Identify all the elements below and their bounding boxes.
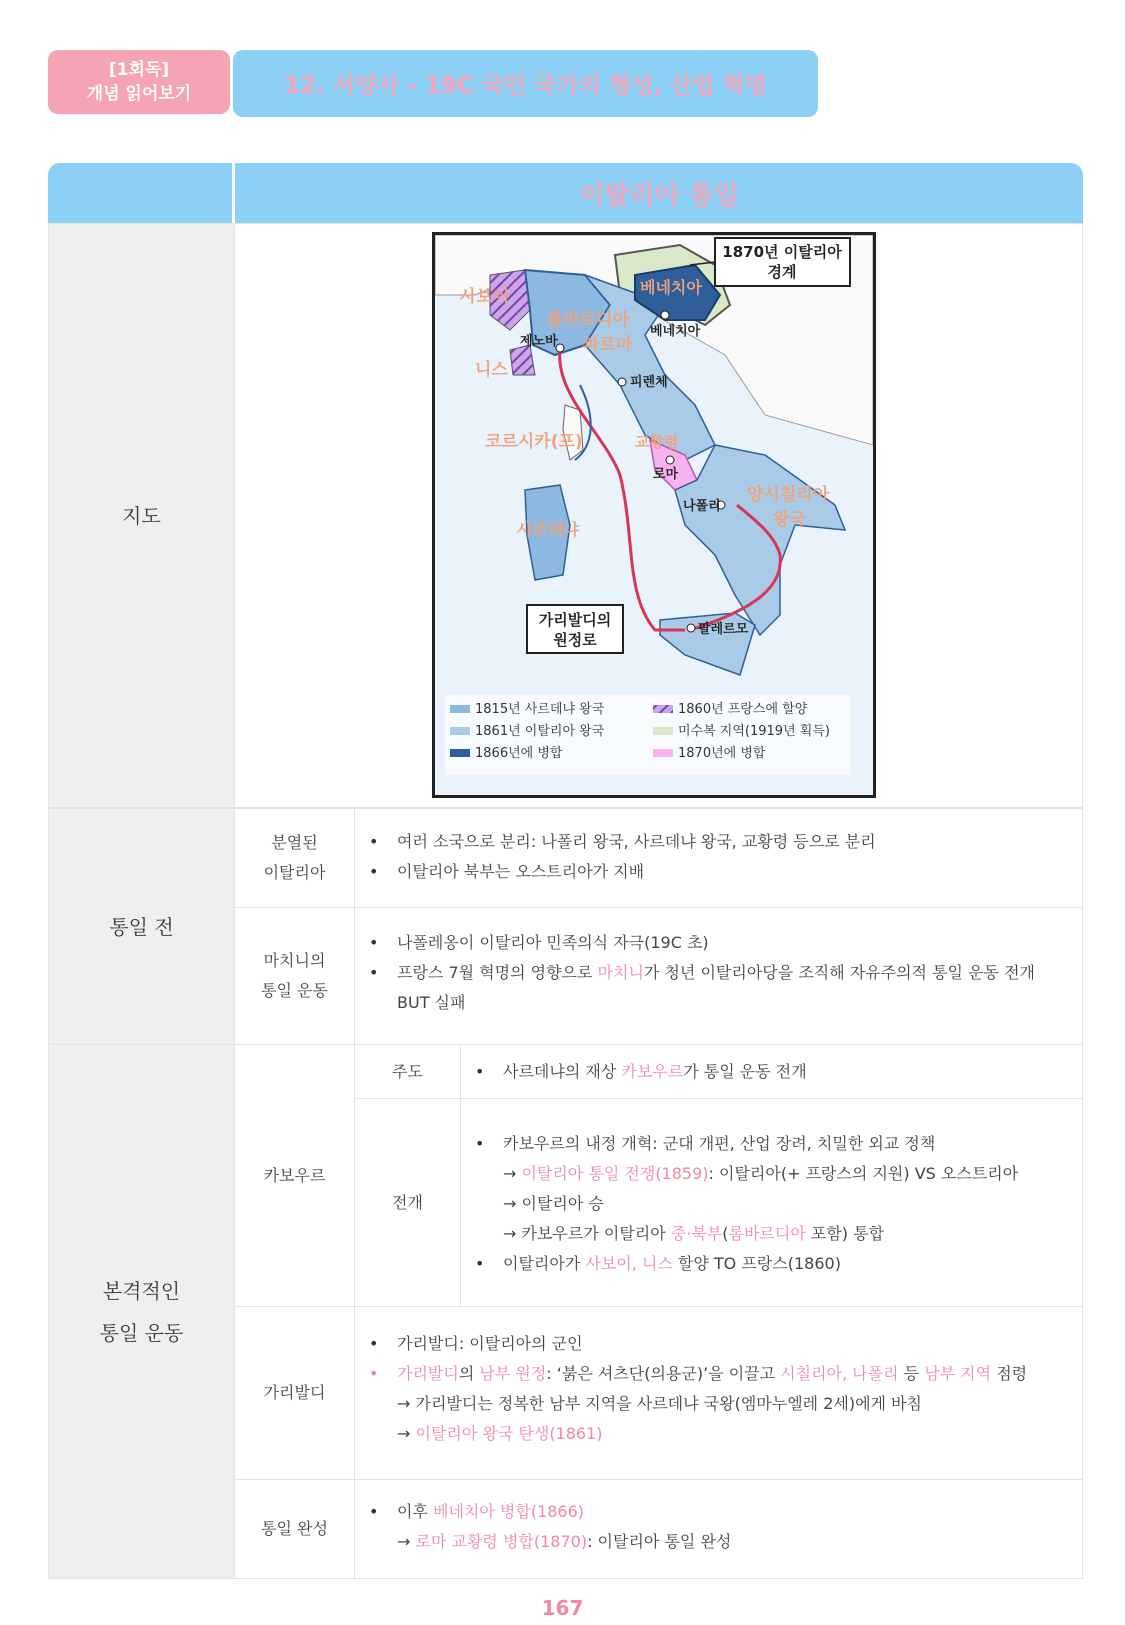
cavour-lead-label-text: 주도 bbox=[392, 1061, 423, 1081]
label-rome: 로마 bbox=[653, 467, 679, 482]
badge-line1: [1회독] bbox=[108, 60, 170, 80]
label-sardinia: 사르데냐 bbox=[517, 520, 579, 539]
cavour-lead-content bbox=[460, 1044, 1083, 1099]
legend-swatch-5 bbox=[450, 749, 470, 757]
table-header-corner bbox=[48, 163, 232, 223]
complete-label bbox=[234, 1479, 355, 1579]
full-label-2: 통일 운동 bbox=[99, 1320, 184, 1345]
page-number: 167 bbox=[541, 1596, 584, 1620]
cavour-d5-a: 이탈리아가 bbox=[503, 1254, 586, 1273]
florence-dot bbox=[618, 378, 626, 386]
cavour-lead-a: 사르데냐의 재상 bbox=[503, 1062, 622, 1081]
rome-dot bbox=[666, 456, 674, 464]
label-genoa: 제노바 bbox=[520, 334, 558, 349]
cavour-dev-bullet-1 bbox=[461, 1129, 1082, 1249]
chapter-title: 12. 서양사 - 19C 국민 국가의 형성, 산업 혁명 bbox=[233, 50, 818, 117]
review-badge bbox=[48, 50, 230, 114]
label-nice: 니스 bbox=[475, 360, 508, 380]
cavour-d2-pink: 이탈리아 통일 전쟁(1859) bbox=[521, 1164, 709, 1183]
cavour-d4-pink1: 중·북부 bbox=[670, 1224, 723, 1243]
before-label: 통일 전 bbox=[109, 914, 174, 939]
c1-a: 이후 bbox=[397, 1502, 433, 1521]
mazzini-bullet-1: • 나폴레옹이 이탈리아 민족의식 자극(19C 초) bbox=[355, 928, 1082, 958]
label-naples: 나폴리 bbox=[683, 499, 721, 514]
mazzini-bullet-2 bbox=[355, 958, 1082, 1018]
full-label-1: 본격적인 bbox=[102, 1278, 181, 1303]
cavour-lead-bullet bbox=[461, 1057, 1082, 1087]
cavour-label bbox=[234, 1044, 355, 1307]
row-label-map bbox=[48, 223, 235, 808]
mazzini-content bbox=[354, 907, 1083, 1045]
divided-label-2: 이탈리아 bbox=[263, 863, 326, 882]
cavour-label-text: 카보우르 bbox=[263, 1165, 326, 1185]
expedition-label-line1: 가리발디의 bbox=[538, 611, 612, 629]
nice-ceded bbox=[510, 345, 535, 375]
legend-swatch-1 bbox=[450, 705, 470, 713]
cavour-dev-content bbox=[460, 1098, 1083, 1307]
garibaldi-label-text: 가리발디 bbox=[263, 1383, 326, 1402]
mazzini-label-2: 통일 운동 bbox=[261, 981, 328, 1000]
mazzini-b2-a: 프랑스 7월 혁명의 영향으로 bbox=[397, 963, 598, 982]
garibaldi-content bbox=[354, 1306, 1083, 1480]
palermo-dot bbox=[687, 624, 695, 632]
boundary-label-line1: 1870년 이탈리아 bbox=[722, 243, 842, 261]
legend-swatch-2 bbox=[653, 705, 673, 713]
legend-swatch-4 bbox=[653, 727, 673, 735]
cavour-d4-pink2: 롬바르디아 bbox=[728, 1224, 806, 1243]
legend-label-6: 1870년에 병합 bbox=[678, 746, 766, 761]
map-label: 지도 bbox=[122, 503, 161, 528]
cavour-d4-c: 포함) 통합 bbox=[805, 1224, 885, 1243]
cavour-dev-bullet-2 bbox=[461, 1249, 1082, 1279]
mazzini-b2-c: BUT 실패 bbox=[397, 993, 466, 1012]
g2-c: 등 bbox=[898, 1364, 925, 1383]
cavour-d5-pink: 사보이, 니스 bbox=[585, 1254, 673, 1273]
legend-label-2: 1860년 프랑스에 할양 bbox=[678, 702, 808, 717]
garibaldi-label bbox=[234, 1306, 355, 1480]
row-label-before bbox=[48, 808, 235, 1045]
c2-pink: 로마 교황령 병합(1870) bbox=[415, 1532, 588, 1551]
label-lombardy: 롬바르디아 bbox=[547, 310, 630, 330]
cavour-dev-label bbox=[354, 1098, 461, 1307]
legend-label-4: 미수복 지역(1919년 획득) bbox=[678, 724, 830, 739]
cavour-lead-pink: 카보우르 bbox=[621, 1062, 684, 1081]
mazzini-b2-pink: 마치니 bbox=[597, 963, 644, 982]
g2-a: 의 bbox=[458, 1364, 480, 1383]
italy-unification-map bbox=[432, 232, 876, 798]
legend-label-3: 1861년 이탈리아 왕국 bbox=[475, 724, 605, 739]
g2-d: 점령 bbox=[991, 1364, 1028, 1383]
label-two-sicilies-1: 양시칠리아 bbox=[747, 485, 830, 505]
row-label-full bbox=[48, 1044, 235, 1579]
cavour-lead-label bbox=[354, 1044, 461, 1099]
g2-pink2: 남부 원정 bbox=[479, 1364, 547, 1383]
mazzini-label bbox=[234, 907, 355, 1045]
g4-a: → bbox=[397, 1424, 416, 1443]
cavour-d1: 카보우르의 내정 개혁: 군대 개편, 산업 장려, 치밀한 외교 정책 bbox=[503, 1134, 936, 1153]
garibaldi-bullet-1: • 가리발디: 이탈리아의 군인 bbox=[355, 1329, 1082, 1359]
label-parma: 파르마 bbox=[583, 335, 633, 355]
cavour-d3: → 이탈리아 승 bbox=[503, 1194, 604, 1213]
g4-pink: 이탈리아 왕국 탄생(1861) bbox=[415, 1424, 603, 1443]
g2-b: : ‘붉은 셔츠단(의용군)’을 이끌고 bbox=[546, 1364, 781, 1383]
label-two-sicilies-2: 왕국 bbox=[773, 510, 806, 530]
section-title: 이탈리아 통일 bbox=[235, 163, 1083, 223]
label-savoy: 사보이 bbox=[460, 287, 510, 307]
divided-label-1: 분열된 bbox=[271, 833, 318, 852]
venice-dot bbox=[661, 311, 669, 319]
badge-line2: 개념 읽어보기 bbox=[86, 84, 192, 104]
g2-pink1: 가리발디 bbox=[397, 1364, 459, 1383]
divided-italy-label bbox=[234, 808, 355, 908]
g3: → 가리발디는 정복한 남부 지역을 사르데냐 국왕(엠마누엘레 2세)에게 바침 bbox=[397, 1394, 922, 1413]
complete-bullet-1 bbox=[355, 1497, 1082, 1557]
divided-italy-content bbox=[354, 808, 1083, 908]
label-corsica: 코르시카(프) bbox=[485, 432, 583, 452]
garibaldi-bullet-2 bbox=[355, 1359, 1082, 1449]
legend-swatch-3 bbox=[450, 727, 470, 735]
label-venetia-region: 베네치아 bbox=[640, 278, 702, 297]
boundary-label-line2: 경계 bbox=[767, 263, 797, 281]
label-venice: 베네치아 bbox=[650, 324, 701, 339]
cavour-d2-b: : 이탈리아(+ 프랑스의 지원) VS 오스트리아 bbox=[708, 1164, 1019, 1183]
divided-bullet-2: • 이탈리아 북부는 오스트리아가 지배 bbox=[355, 857, 1082, 887]
g2-pink4: 남부 지역 bbox=[924, 1364, 992, 1383]
complete-content bbox=[354, 1479, 1083, 1579]
legend-label-1: 1815년 사르데냐 왕국 bbox=[475, 702, 605, 717]
c1-pink: 베네치아 병합(1866) bbox=[433, 1502, 585, 1521]
map-svg bbox=[435, 235, 873, 795]
mazzini-b2-b: 가 청년 이탈리아당을 조직해 자유주의적 통일 운동 전개 bbox=[643, 963, 1036, 982]
cavour-d4-b: ( bbox=[722, 1224, 729, 1243]
cavour-d4-a: → 카보우르가 이탈리아 bbox=[503, 1224, 671, 1243]
legend-swatch-6 bbox=[653, 749, 673, 757]
mazzini-label-1: 마치니의 bbox=[263, 951, 326, 970]
cavour-lead-b: 가 통일 운동 전개 bbox=[683, 1062, 807, 1081]
c2-b: : 이탈리아 통일 완성 bbox=[587, 1532, 732, 1551]
cavour-d5-b: 할양 TO 프랑스(1860) bbox=[672, 1254, 841, 1273]
g2-pink3: 시칠리아, 나폴리 bbox=[780, 1364, 899, 1383]
expedition-label-line2: 원정로 bbox=[553, 631, 597, 649]
legend-label-5: 1866년에 병합 bbox=[475, 746, 563, 761]
complete-label-text: 통일 완성 bbox=[261, 1519, 328, 1538]
cavour-d2-a: → bbox=[503, 1164, 522, 1183]
cavour-dev-label-text: 전개 bbox=[392, 1192, 423, 1212]
label-papal: 교황령 bbox=[635, 433, 679, 451]
label-florence: 피렌체 bbox=[630, 375, 668, 390]
divided-bullet-1: • 여러 소국으로 분리: 나폴리 왕국, 사르데냐 왕국, 교황령 등으로 분리 bbox=[355, 827, 1082, 857]
c2-a: → bbox=[397, 1532, 416, 1551]
label-palermo: 팔레르모 bbox=[698, 622, 749, 637]
